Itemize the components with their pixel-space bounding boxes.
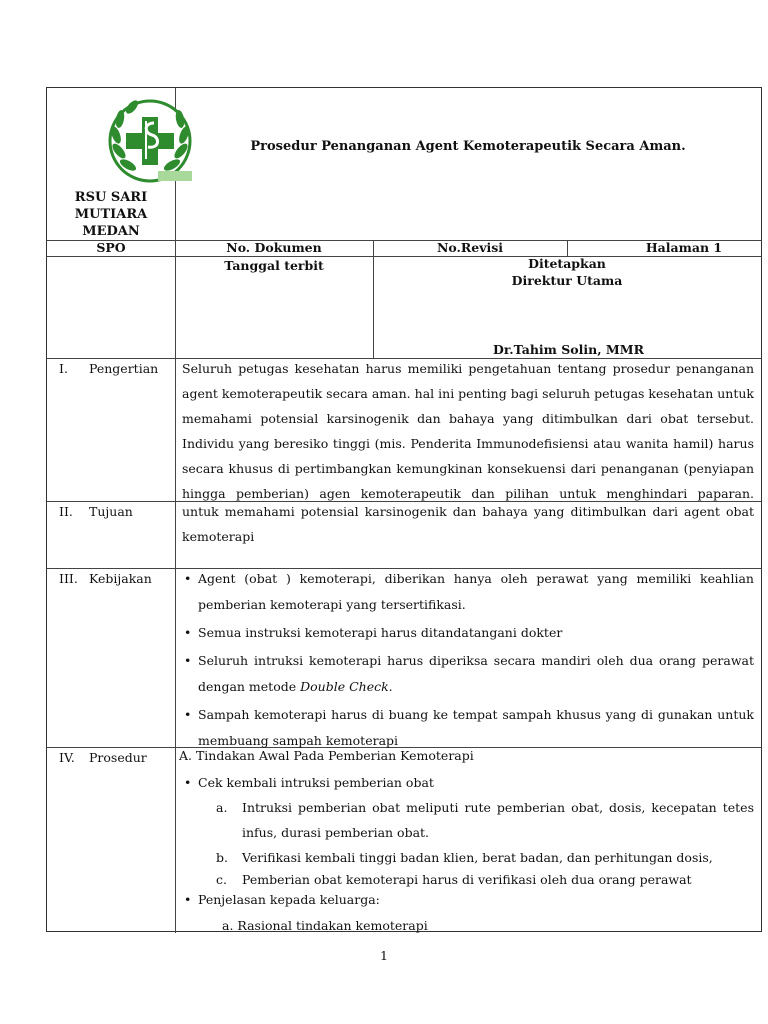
sub-item xyxy=(206,795,754,845)
list-item: • Sampah kemoterapi harus di buang ke tempat sampah khusus yang di gunakan untuk membuang sampah kemoterapi xyxy=(182,702,754,754)
section-number: II. xyxy=(59,504,73,519)
section-label-pengertian: Pengertian xyxy=(89,361,159,376)
sub-item: a. Rasional tindakan kemoterapi xyxy=(222,918,428,933)
ditetapkan-block xyxy=(373,255,761,289)
hospital-name xyxy=(47,189,175,240)
section-label-prosedur: Prosedur xyxy=(89,750,147,765)
list-item-text: Seluruh intruksi kemoterapi harus diperiksa secara mandiri oleh dua orang perawat dengan metode xyxy=(198,653,754,694)
jabatan-label: Direktur Utama xyxy=(511,273,623,288)
section-label-kebijakan: Kebijakan xyxy=(89,571,152,586)
tujuan-text: untuk memahami potensial karsinogenik dan bahaya yang ditimbulkan dari agent obat kemoterapi xyxy=(182,504,754,544)
section-number: IV. xyxy=(59,750,75,765)
section-label-tujuan: Tujuan xyxy=(89,504,133,519)
column-divider xyxy=(567,240,568,256)
tanggal-terbit-label: Tanggal terbit xyxy=(224,258,324,273)
list-item xyxy=(182,648,754,700)
no-revisi-label: No.Revisi xyxy=(436,240,504,255)
hospital-name-line: RSU SARI xyxy=(74,190,148,205)
page-number: 1 xyxy=(380,948,388,963)
ditetapkan-label: Ditetapkan xyxy=(528,256,606,271)
prosedur-list xyxy=(182,770,754,942)
list-item: • Penjelasan kepada keluarga: xyxy=(182,890,754,910)
sub-item-text: Pemberian obat kemoterapi harus di verifikasi oleh dua orang perawat xyxy=(242,872,692,887)
kebijakan-list xyxy=(182,566,754,754)
no-dokumen-label: No. Dokumen xyxy=(226,240,322,255)
sub-item-text: Verifikasi kembali tinggi badan klien, berat badan, dan perhitungan dosis, xyxy=(242,850,713,865)
double-check-text: Double Check xyxy=(300,679,389,694)
section-number: I. xyxy=(59,361,68,376)
hospital-name-line: MUTIARA xyxy=(74,207,148,222)
column-divider xyxy=(175,88,176,933)
sub-item-text: Intruksi pemberian obat meliputi rute pemberian obat, dosis, kecepatan tetes infus, durasi pemberian obat. xyxy=(242,800,754,840)
sub-marker: a. xyxy=(216,800,228,815)
list-item: • Agent (obat ) kemoterapi, diberikan hanya oleh perawat yang memiliki keahlian pemberian kemoterapi yang tersertifikasi. xyxy=(182,566,754,618)
pengertian-text: Seluruh petugas kesehatan harus memiliki pengetahuan tentang prosedur penanganan agent kemoterapeutik secara aman. hal ini penting bagi seluruh petugas kesehatan untuk memahami potensial karsinogenik dan bahaya yang ditimbulkan dari obat tersebut. Individu yang beresiko tinggi (mis. Penderita Immunodefisiensi atau wanita hamil) harus secara khusus di pertimbangkan kemungkinan konsekuensi dari penanganan (penyiapan hingga pemberian) agen kemoterapeutik dan pilihan untuk menghindari paparan. xyxy=(182,361,754,501)
hospital-name-line: MEDAN xyxy=(82,224,140,239)
spo-label: SPO xyxy=(96,240,126,255)
list-item: • Semua instruksi kemoterapi harus ditandatangani dokter xyxy=(182,620,754,646)
list-item: • Cek kembali intruksi pemberian obat xyxy=(182,770,754,795)
document-table xyxy=(46,87,762,932)
sub-item xyxy=(206,870,754,890)
sub-marker: b. xyxy=(216,850,228,865)
prosedur-heading: A. Tindakan Awal Pada Pemberian Kemoterapi xyxy=(179,748,474,763)
halaman-label: Halaman 1 xyxy=(645,240,723,255)
signatory-name: Dr.Tahim Solin, MMR xyxy=(493,342,644,357)
section-number: III. xyxy=(59,571,78,586)
period: . xyxy=(388,679,393,694)
sub-marker: c. xyxy=(216,872,227,887)
sub-item xyxy=(206,845,754,870)
document-title: Prosedur Penanganan Agent Kemoterapeutik Secara Aman. xyxy=(250,139,686,154)
